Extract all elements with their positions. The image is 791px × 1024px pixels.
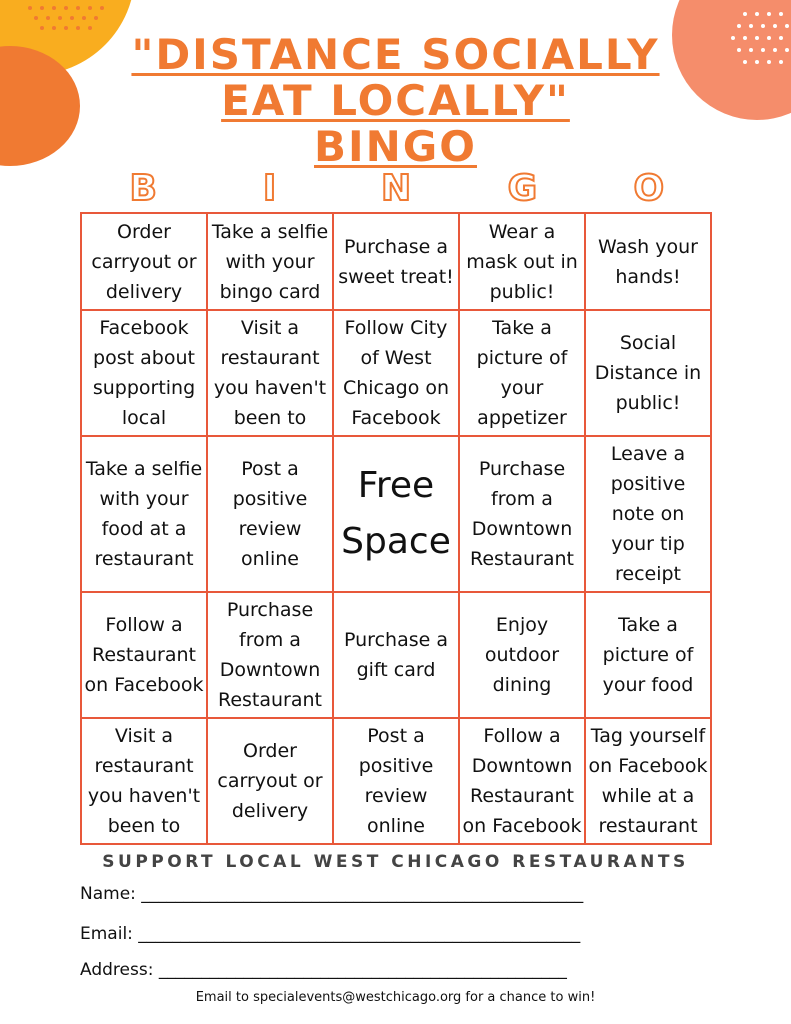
bingo-cell[interactable]: Social Distance in public! [585, 310, 711, 436]
address-field[interactable]: Address: ________________________________________________ [80, 960, 567, 980]
bingo-cell[interactable]: Follow a Downtown Restaurant on Facebook [459, 718, 585, 844]
bingo-cell[interactable]: Visit a restaurant you haven't been to [207, 310, 333, 436]
bingo-cell[interactable]: Order carryout or delivery [81, 213, 207, 310]
bingo-cell[interactable]: Order carryout or delivery [207, 718, 333, 844]
title-line-2: EAT LOCALLY" [221, 76, 570, 125]
bingo-cell[interactable]: Take a selfie with your bingo card [207, 213, 333, 310]
bingo-letters-row [80, 168, 712, 212]
bingo-letter-n: N [380, 168, 412, 209]
bingo-cell[interactable]: Enjoy outdoor dining [459, 592, 585, 718]
bingo-letter-g: G [507, 168, 538, 209]
bingo-cell[interactable]: Purchase a sweet treat! [333, 213, 459, 310]
bingo-cell[interactable]: Purchase from a Downtown Restaurant [207, 592, 333, 718]
bingo-cell[interactable]: Leave a positive note on your tip receipt [585, 436, 711, 592]
bingo-cell[interactable]: Follow a Restaurant on Facebook [81, 592, 207, 718]
bingo-cell[interactable]: Take a selfie with your food at a restaurant [81, 436, 207, 592]
bingo-cell[interactable]: Post a positive review online [333, 718, 459, 844]
free-space-cell[interactable]: Free Space [333, 436, 459, 592]
bingo-cell[interactable]: Wash your hands! [585, 213, 711, 310]
bingo-grid [80, 212, 712, 845]
bingo-cell[interactable]: Take a picture of your food [585, 592, 711, 718]
name-field[interactable]: Name: ____________________________________________________ [80, 884, 584, 904]
bingo-cell[interactable]: Post a positive review online [207, 436, 333, 592]
title-line-1: "DISTANCE SOCIALLY [131, 30, 660, 79]
bingo-letter-b: B [129, 168, 157, 209]
bingo-cell[interactable]: Follow City of West Chicago on Facebook [333, 310, 459, 436]
bingo-cell[interactable]: Take a picture of your appetizer [459, 310, 585, 436]
bingo-cell[interactable]: Facebook post about supporting local [81, 310, 207, 436]
bingo-cell[interactable]: Visit a restaurant you haven't been to [81, 718, 207, 844]
support-heading: SUPPORT LOCAL WEST CHICAGO RESTAURANTS [102, 852, 689, 872]
bingo-cell[interactable]: Purchase from a Downtown Restaurant [459, 436, 585, 592]
bingo-cell[interactable]: Purchase a gift card [333, 592, 459, 718]
bingo-letter-o: O [633, 168, 665, 209]
email-field[interactable]: Email: ____________________________________________________ [80, 924, 581, 944]
bingo-cell[interactable]: Tag yourself on Facebook while at a restaurant [585, 718, 711, 844]
footer-note: Email to specialevents@westchicago.org for a chance to win! [195, 990, 596, 1005]
title-line-3: BINGO [314, 122, 477, 171]
bingo-letter-i: I [262, 168, 277, 209]
bingo-cell[interactable]: Wear a mask out in public! [459, 213, 585, 310]
